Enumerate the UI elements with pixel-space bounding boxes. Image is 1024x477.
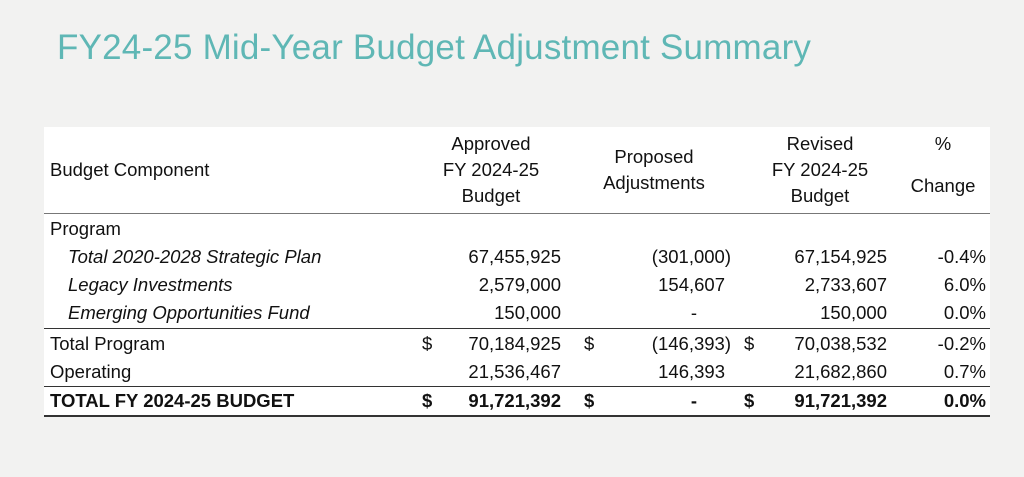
table-row	[44, 299, 990, 327]
row-label: Emerging Opportunities Fund	[68, 302, 310, 323]
header-approved: Approved FY 2024-25 Budget	[442, 133, 540, 206]
row-label: TOTAL FY 2024-25 BUDGET	[50, 390, 295, 411]
row-label: Total Program	[50, 333, 166, 354]
header-revised: Revised FY 2024-25 Budget	[771, 133, 869, 206]
currency-symbol: $	[584, 390, 595, 411]
budget-table	[44, 127, 990, 415]
currency-symbol: $	[744, 333, 755, 354]
proposed-value: -	[690, 390, 698, 411]
row-label: Total 2020-2028 Strategic Plan	[68, 246, 322, 267]
revised-value: 150,000	[820, 302, 887, 323]
change-value: -0.4%	[937, 246, 986, 267]
table-header	[44, 127, 990, 214]
proposed-value: (301,000)	[651, 246, 731, 267]
change-value: 0.0%	[943, 390, 986, 411]
table-row	[44, 271, 990, 299]
currency-symbol: $	[422, 333, 433, 354]
approved-value: 67,455,925	[468, 246, 561, 267]
approved-value: 21,536,467	[468, 361, 561, 382]
section-program	[44, 215, 990, 243]
row-label: Legacy Investments	[68, 274, 233, 295]
change-value: 0.7%	[943, 361, 986, 382]
proposed-value: 154,607	[658, 274, 725, 295]
page-title: FY24-25 Mid-Year Budget Adjustment Summary	[57, 28, 812, 67]
operating-row	[44, 358, 990, 386]
approved-value: 70,184,925	[468, 333, 561, 354]
approved-value: 150,000	[494, 302, 561, 323]
currency-symbol: $	[744, 390, 755, 411]
change-value: -0.2%	[937, 333, 986, 354]
table-row	[44, 243, 990, 271]
approved-value: 91,721,392	[468, 390, 561, 411]
change-value: 6.0%	[943, 274, 986, 295]
revised-value: 2,733,607	[804, 274, 887, 295]
revised-value: 70,038,532	[794, 333, 887, 354]
header-proposed: Proposed Adjustments	[603, 146, 705, 193]
revised-value: 91,721,392	[794, 390, 887, 411]
proposed-value: 146,393	[658, 361, 725, 382]
approved-value: 2,579,000	[478, 274, 561, 295]
header-change: % Change	[910, 133, 976, 196]
proposed-value: (146,393)	[651, 333, 731, 354]
total-program-row	[44, 330, 990, 358]
revised-value: 67,154,925	[794, 246, 887, 267]
currency-symbol: $	[422, 390, 433, 411]
currency-symbol: $	[584, 333, 595, 354]
divider	[44, 328, 990, 329]
proposed-value: -	[690, 302, 698, 323]
section-label: Program	[50, 218, 121, 239]
header-budget-component: Budget Component	[50, 159, 210, 180]
grand-total-row	[44, 387, 990, 417]
row-label: Operating	[50, 361, 132, 382]
change-value: 0.0%	[943, 302, 986, 323]
revised-value: 21,682,860	[794, 361, 887, 382]
